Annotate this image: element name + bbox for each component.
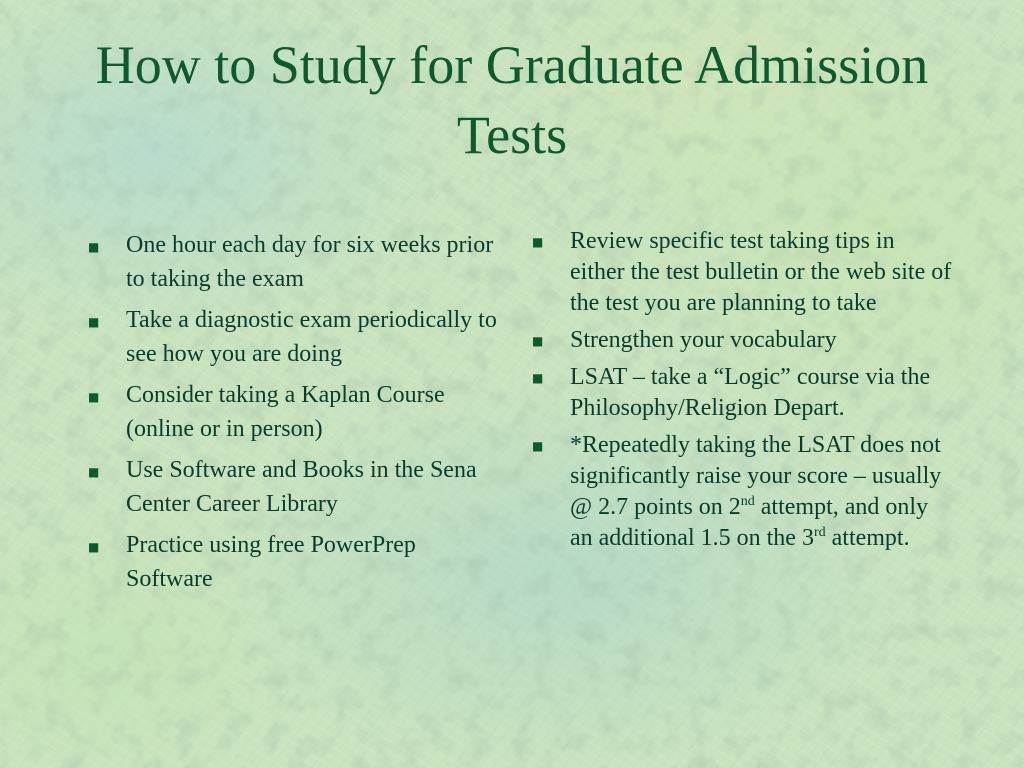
bullet-text: Practice using free PowerPrep Software [126,532,416,592]
bullet-text: Review specific test taking tips in either the test bulletin or the web site of the test you are planning to take [570,228,952,316]
bullet-item [532,430,952,554]
lsat-note-text: attempt, and only an additional 1.5 on the 3 [570,494,929,551]
bullet-item [88,453,498,521]
bullet-item [88,303,498,371]
bullet-text: Strengthen your vocabulary [570,327,837,353]
square-bullet-icon: ■ [88,465,100,479]
square-bullet-icon: ■ [88,240,100,254]
bullet-text: Use Software and Books in the Sena Center Career Library [126,457,477,517]
square-bullet-icon: ■ [88,315,100,329]
bullet-item [532,362,952,424]
bullet-text: One hour each day for six weeks prior to taking the exam [126,232,494,292]
bullet-text: Consider taking a Kaplan Course (online or in person) [126,382,445,442]
lsat-note-text: *Repeatedly taking the LSAT does not significantly raise your score – usually @ 2.7 points on 2 [570,432,942,520]
ordinal-suffix: nd [740,494,755,509]
bullet-item [532,325,952,356]
bullet-item [532,226,952,319]
square-bullet-icon: ■ [532,439,544,453]
square-bullet-icon: ■ [532,334,544,348]
right-bullet-list [532,226,952,560]
lsat-note-text: attempt. [825,525,910,551]
ordinal-suffix: rd [813,525,826,540]
bullet-item [88,378,498,446]
square-bullet-icon: ■ [88,390,100,404]
left-bullet-list [88,228,498,603]
bullet-text [570,432,941,551]
bullet-text: Take a diagnostic exam periodically to see how you are doing [126,307,497,367]
square-bullet-icon: ■ [532,235,544,249]
slide-title: How to Study for Graduate Admission Tests [95,35,929,165]
bullet-item [88,528,498,596]
bullet-item [88,228,498,296]
square-bullet-icon: ■ [88,540,100,554]
bullet-text: LSAT – take a “Logic” course via the Philosophy/Religion Depart. [570,364,931,421]
square-bullet-icon: ■ [532,371,544,385]
